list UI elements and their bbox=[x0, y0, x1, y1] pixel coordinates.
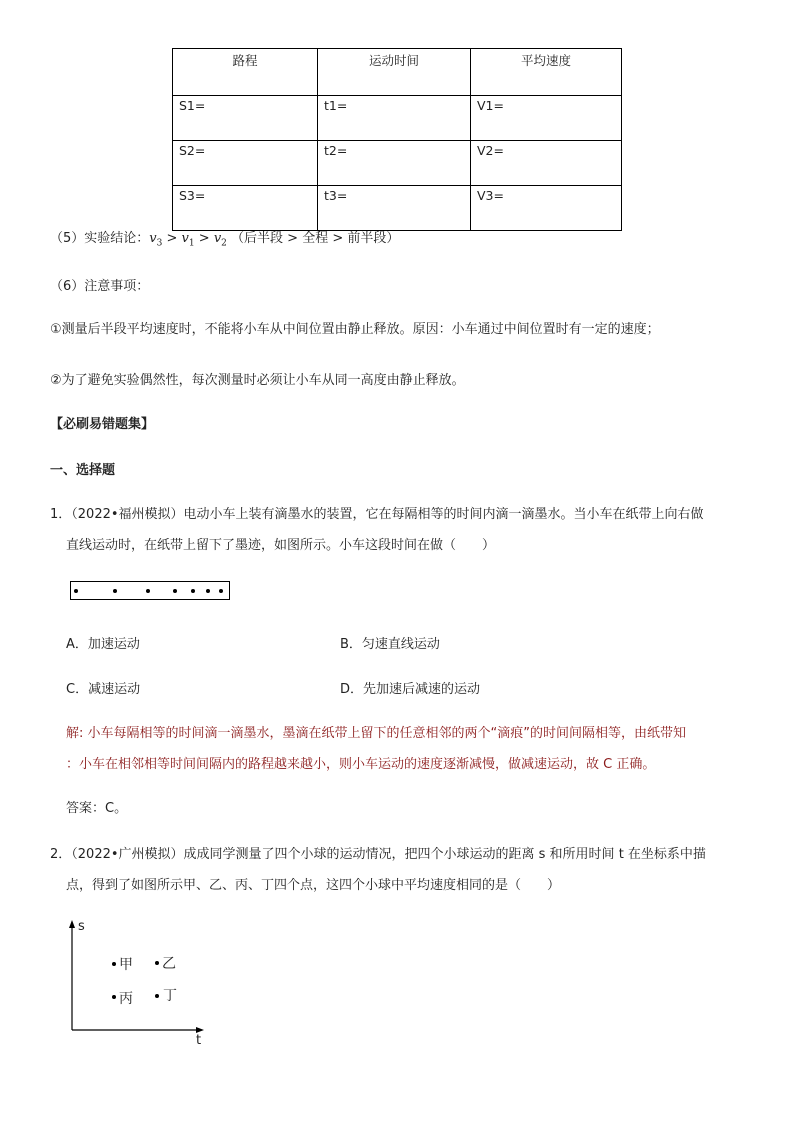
y-axis-arrow-icon bbox=[69, 920, 75, 928]
ink-dot bbox=[113, 589, 117, 593]
part-heading: 一、选择题 bbox=[50, 463, 116, 478]
point-label-ding: 丁 bbox=[163, 988, 177, 1004]
note-item-1: ①测量后半段平均速度时，不能将小车从中间位置由静止释放。原因：小车通过中间位置时有一定的速度； bbox=[50, 322, 660, 337]
table-header-cell: 路程 bbox=[173, 49, 318, 96]
ink-dot bbox=[206, 589, 210, 593]
table-row bbox=[173, 186, 622, 231]
velocity-v3: $v_3$ bbox=[149, 231, 163, 249]
velocity-v2: $v_2$ bbox=[213, 231, 227, 249]
q1-option-a[interactable]: A．加速运动 bbox=[66, 637, 140, 652]
q1-solution-line-1: 解: 小车每隔相等的时间滴一滴墨水，墨滴在纸带上留下的任意相邻的两个“滴痕”的时间间隔相等，由纸带知 bbox=[66, 726, 686, 741]
table-row bbox=[173, 96, 622, 141]
point-label-yi: 乙 bbox=[162, 956, 176, 972]
table-cell: t2= bbox=[318, 141, 471, 186]
q1-option-d[interactable]: D．先加速后减速的运动 bbox=[340, 682, 481, 697]
point-label-bing: 丙 bbox=[119, 991, 133, 1007]
s-t-graph bbox=[60, 918, 210, 1048]
q1-option-b[interactable]: B．匀速直线运动 bbox=[340, 637, 440, 652]
ink-tape-figure bbox=[70, 581, 230, 600]
table-cell: S2= bbox=[173, 141, 318, 186]
table-header-cell: 运动时间 bbox=[318, 49, 471, 96]
x-axis-label: t bbox=[196, 1033, 202, 1048]
conclusion-prefix: （5）实验结论： bbox=[50, 231, 150, 246]
conclusion-suffix: （后半段 > 全程 > 前半段） bbox=[226, 231, 400, 246]
data-table bbox=[172, 48, 622, 231]
notes-title: （6）注意事项： bbox=[50, 279, 150, 294]
point-bing bbox=[112, 995, 116, 999]
velocity-v1: $v_1$ bbox=[181, 231, 195, 249]
ink-dot bbox=[74, 589, 78, 593]
table-cell: S1= bbox=[173, 96, 318, 141]
ink-dot bbox=[219, 589, 223, 593]
q1-option-c[interactable]: C．减速运动 bbox=[66, 682, 141, 697]
q2-line-1: 2．（2022•广州模拟）成成同学测量了四个小球的运动情况，把四个小球运动的距离 s 和所用时间 t 在坐标系中描 bbox=[50, 847, 706, 862]
table-cell: V2= bbox=[471, 141, 622, 186]
table-row bbox=[173, 141, 622, 186]
q1-line-1: 1．（2022•福州模拟）电动小车上装有滴墨水的装置，它在每隔相等的时间内滴一滴墨水。当小车在纸带上向右做 bbox=[50, 507, 704, 522]
table-cell: V1= bbox=[471, 96, 622, 141]
greater-than: > bbox=[194, 231, 214, 246]
table-cell: V3= bbox=[471, 186, 622, 231]
ink-dot bbox=[146, 589, 150, 593]
point-jia bbox=[112, 962, 116, 966]
q1-line-2: 直线运动时，在纸带上留下了墨迹，如图所示。小车这段时间在做（ ） bbox=[66, 538, 496, 553]
point-label-jia: 甲 bbox=[119, 957, 133, 973]
table-cell: t3= bbox=[318, 186, 471, 231]
section-heading: 【必刷易错题集】 bbox=[50, 417, 155, 432]
point-ding bbox=[155, 994, 159, 998]
table-cell: t1= bbox=[318, 96, 471, 141]
ink-dot bbox=[173, 589, 177, 593]
y-axis-label: s bbox=[78, 919, 85, 934]
point-yi bbox=[155, 961, 159, 965]
greater-than: > bbox=[162, 231, 182, 246]
q2-line-2: 点，得到了如图所示甲、乙、丙、丁四个点，这四个小球中平均速度相同的是（ ） bbox=[66, 878, 561, 893]
ink-dot bbox=[191, 589, 195, 593]
table-header-cell: 平均速度 bbox=[471, 49, 622, 96]
table-cell: S3= bbox=[173, 186, 318, 231]
table-header-row bbox=[173, 49, 622, 96]
q1-answer: 答案：C。 bbox=[66, 801, 128, 816]
conclusion-line bbox=[50, 227, 399, 249]
note-item-2: ②为了避免实验偶然性，每次测量时必须让小车从同一高度由静止释放。 bbox=[50, 373, 465, 388]
q1-solution-line-2: ：小车在相邻相等时间间隔内的路程越来越小，则小车运动的速度逐渐减慢，做减速运动，故 C 正确。 bbox=[66, 757, 656, 772]
